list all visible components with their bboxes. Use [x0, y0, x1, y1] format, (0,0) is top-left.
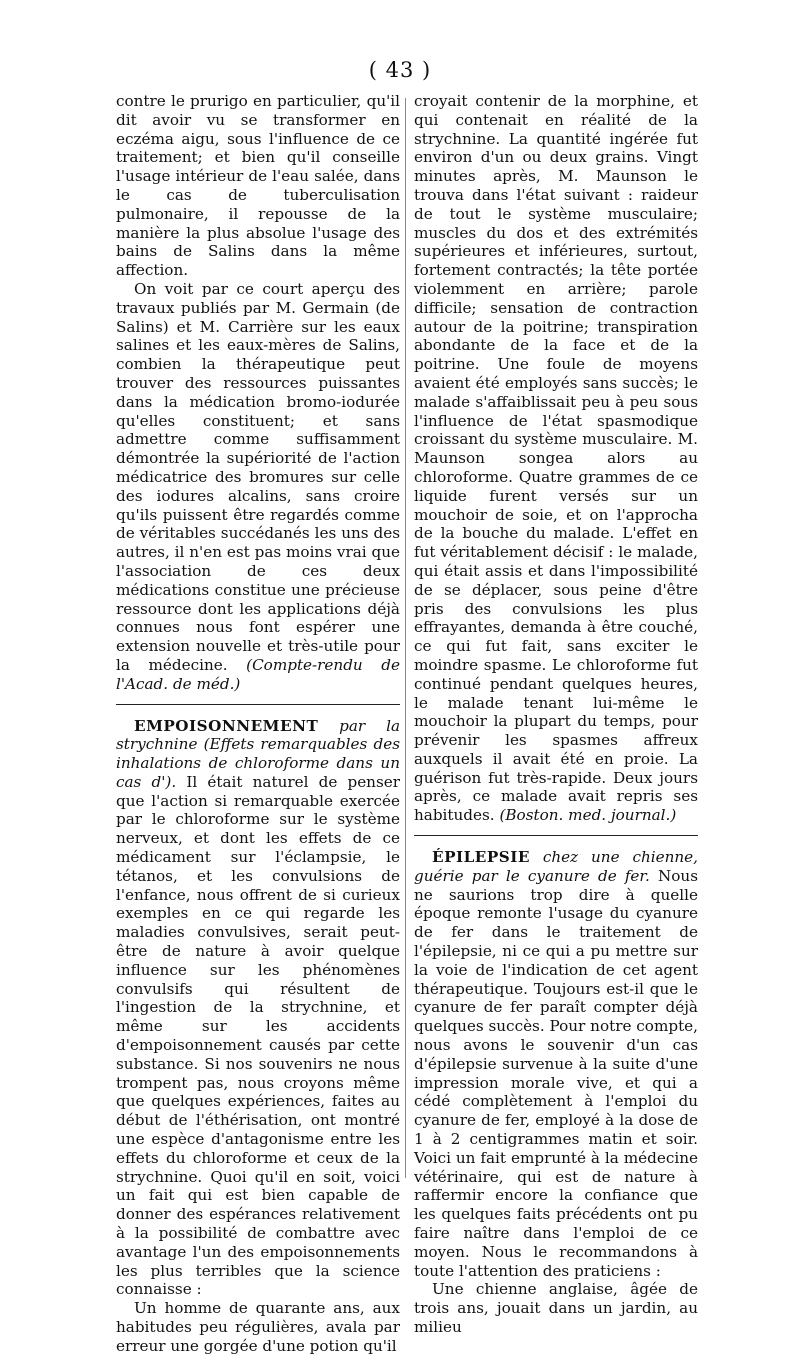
article: [414, 848, 698, 1280]
paragraph: [116, 280, 400, 694]
paragraph: Une chienne anglaise, âgée de trois ans, jouait dans un jardin, au milieu: [414, 1280, 698, 1336]
source-citation: (Boston. med. journal.): [499, 806, 677, 825]
page-number: ( 43 ): [368, 58, 432, 82]
right-column: [414, 92, 698, 1337]
paragraph: contre le prurigo en particulier, qu'il dit avoir vu se transformer en eczéma aigu, sous l'influence de ce traitement; et bien qu'il conseille l'usage intérieur de l'eau salée, dans le cas de tuberculisation pulmonaire, il repousse de la manière la plus absolue l'usage des bains de Salins dans la même affection.: [116, 92, 400, 280]
article-heading: EMPOISONNEMENT: [134, 716, 319, 735]
paragraph: [414, 92, 698, 825]
article: [116, 717, 400, 1300]
paragraph-text: croyait contenir de la morphine, et qui contenait en réalité de la strychnine. La quantité ingérée fut environ d'un ou deux grains. Vingt minutes après, M. Maunson le trouva dans l'état suivant : raideur de tout le système musculaire; muscles du dos et des extrémités supérieures et inférieures, surtout, fortement contractés; la tête portée violemment en arrière; parole difficile; sensation de contraction autour de la poitrine; transpiration abondante de la face et de la poitrine. Une foule de moyens avaient été employés sans succès; le malade s'affaiblissait peu à peu sous l'influence de l'état spasmodique croissant du système musculaire. M. Maunson songea alors au chloroforme. Quatre grammes de ce liquide furent versés sur un mouchoir de soie, et on l'approcha de la bouche du malade. L'effet en fut véritablement décisif : le malade, qui était assis et dans l'impossibilité de se déplacer, sous peine d'être pris des convulsions les plus effrayantes, demanda à être couché, ce qui fut fait, sans exciter le moindre spasme. Le chloroforme fut continué pendant quelques heures, le malade tenant lui-même le mouchoir la plupart du temps, pour prévenir les spasmes affreux auxquels il avait été en proie. La guérison fut très-rapide. Deux jours après, ce malade avait repris ses habitudes.: [414, 92, 698, 825]
paragraph: Un homme de quarante ans, aux habitudes peu régulières, avala par erreur une gorgée d'une potion qu'il: [116, 1299, 400, 1355]
article-title: par la strychnine (Effets remarquables des inhalations de chloroforme dans un cas d').: [116, 716, 400, 791]
left-column: [116, 92, 400, 1356]
paragraph-text: On voit par ce court aperçu des travaux publiés par M. Germain (de Salins) et M. Carrière sur les eaux salines et les eaux-mères de Salins, combien la thérapeutique peut trouver des ressources puissantes dans la médication bromo-iodurée qu'elles constituent; et sans admettre comme suffisamment démontrée la supériorité de l'action médicatrice des bromures sur celle des iodures alcalins, sans croire qu'ils puissent être regardés comme de véritables succédanés les uns des autres, il n'en est pas moins vrai que l'association de ces deux médications constitue une précieuse ressource dont les applications déjà connues nous font espérer une extension nouvelle et très-utile pour la médecine.: [116, 279, 400, 674]
column-divider: [405, 98, 406, 1178]
article-text: Il était naturel de penser que l'action si remarquable exercée par le chloroforme sur le système nerveux, et dont les effets de ce médicament sur l'éclampsie, le tétanos, et les convulsions de l'enfance, nous offrent de si curieux exemples en ce qui regarde les maladies convulsives, serait peut-être de nature à avoir quelque influence sur les phénomènes convulsifs qui résultent de l'ingestion de la strychnine, et même sur les accidents d'empoisonnement causés par cette substance. Si nos souvenirs ne nous trompent pas, nous croyons même que quelques expériences, faites au début de l'éthérisation, ont montré une espèce d'antagonisme entre les effets du chloroforme et ceux de la strychnine. Quoi qu'il en soit, voici un fait qui est bien capable de donner des espérances relativement à la possibilité de combattre avec avantage l'un des empoisonnements les plus terribles que la science connaisse :: [116, 772, 401, 1299]
article-text: Nous ne saurions trop dire à quelle époque remonte l'usage du cyanure de fer dans le traitement de l'épilepsie, ni ce qui a pu mettre sur la voie de l'indication de cet agent thérapeutique. Toujours est-il que le cyanure de fer paraît compter déjà quelques succès. Pour notre compte, nous avons le souvenir d'un cas d'épilepsie survenue à la suite d'une impression morale vive, et qui a cédé complètement à l'emploi du cyanure de fer, employé à la dose de 1 à 2 centigrammes matin et soir. Voici un fait emprunté à la médecine vétérinaire, qui est de nature à raffermir encore la confiance que les quelques faits précédents ont pu faire naître dans l'emploi de ce moyen. Nous le recommandons à toute l'attention des praticiens :: [414, 866, 698, 1280]
section-divider: [116, 704, 400, 705]
section-divider: [414, 835, 698, 836]
article-title: chez une chienne, guérie par le cyanure de fer.: [414, 848, 698, 885]
article-heading: ÉPILEPSIE: [432, 848, 530, 867]
source-citation: (Compte-rendu de l'Acad. de méd.): [116, 655, 400, 693]
